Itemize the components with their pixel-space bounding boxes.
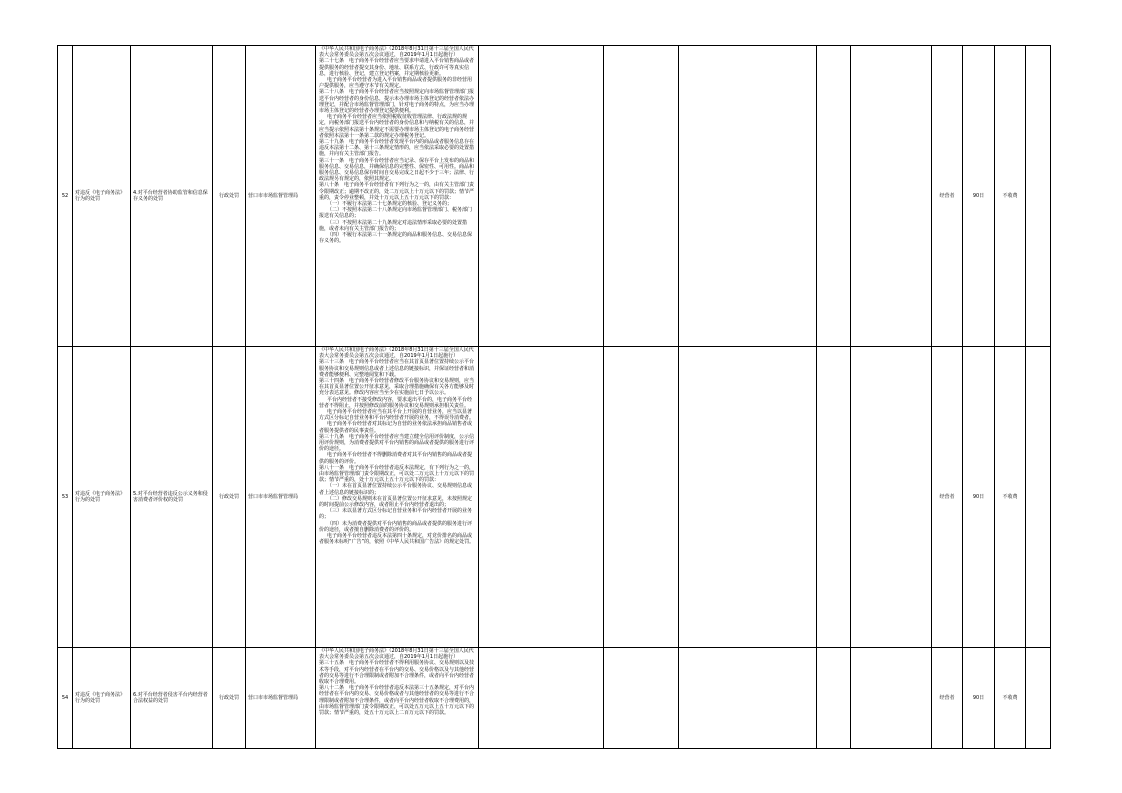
table-row — [58, 648, 1051, 749]
subject-cell: 经营者 — [932, 648, 963, 749]
empty-cell — [851, 46, 932, 347]
dept-cell: 营口市市场监督管理局 — [246, 648, 316, 749]
basis-paragraph: 第三十四条 电子商务平台经营者修改平台服务协议和交易规则，应当在其首页显著位置公开征求意见，采取合理措施确保有关各方能够及时充分表达意见。修改内容应当至少在实施前七日予以公示。 — [319, 378, 475, 397]
basis-paragraph: 第八十一条 电子商务平台经营者违反本法规定，有下列行为之一的，由市场监督管理部门责令限期改正，可以处二万元以上十万元以下的罚款；情节严重的，处十万元以上五十万元以下的罚款： — [319, 464, 475, 484]
period-cell: 90日 — [963, 347, 995, 648]
basis-paragraph: 第三十三条 电子商务平台经营者应当在其首页显著位置持续公示平台服务协议和交易规则信息或者上述信息的链接标识，并保证经营者和消费者能够便利、完整地阅览和下载。 — [319, 359, 475, 378]
basis-paragraph: 《中华人民共和国电子商务法》（2018年8月31日第十三届全国人民代表大会常务委员会第五次会议通过，自2019年1月1日起施行） — [319, 46, 474, 59]
basis-paragraph: （四）未为消费者提供对平台内销售的商品或者提供的服务进行评价的途径，或者擅自删除消费者的评价的。 — [319, 520, 473, 533]
basis-paragraph: 第三十九条 电子商务平台经营者应当建立健全信用评价制度，公示信用评价规则，为消费者提供对平台内销售的商品或者提供的服务进行评价的途径。 — [319, 433, 475, 453]
legal-basis-cell — [316, 648, 479, 749]
row-index: 54 — [58, 648, 73, 749]
type-cell: 行政处罚 — [213, 347, 246, 648]
fee-cell: 不收费 — [995, 347, 1026, 648]
basis-paragraph: （三）未以显著方式区分标记自营业务和平台内经营者开展的业务的； — [319, 508, 473, 521]
subject-cell: 经营者 — [932, 347, 963, 648]
item-cell: 4.对平台经营者协助监管和信息保存义务的处罚 — [131, 46, 213, 347]
basis-paragraph: 《中华人民共和国电子商务法》（2018年8月31日第十三届全国人民代表大会常务委员会第五次会议通过，自2019年1月1日起施行） — [319, 347, 474, 360]
empty-cell — [817, 648, 851, 749]
dept-cell: 营口市市场监督管理局 — [246, 347, 316, 648]
legal-basis-cell — [316, 46, 479, 347]
empty-cell — [817, 46, 851, 347]
empty-cell — [817, 347, 851, 648]
permission-list-table — [57, 45, 1051, 749]
empty-cell — [604, 46, 679, 347]
type-cell: 行政处罚 — [213, 46, 246, 347]
table-row — [58, 347, 1051, 648]
legal-basis-cell — [316, 347, 479, 648]
fee-cell: 不收费 — [995, 648, 1026, 749]
subject-cell: 经营者 — [932, 46, 963, 347]
basis-paragraph: （一）未在首页显著位置持续公示平台服务协议、交易规则信息或者上述信息的链接标识的； — [319, 483, 473, 496]
basis-paragraph: 第八十二条 电子商务平台经营者违反本法第三十五条规定，对平台内经营者在平台内的交易、交易价格或者与其他经营者的交易等进行不合理限制或者附加不合理条件，或者向平台内经营者收取不合理费用的，由市场监督管理部门责令限期改正，可以处五万元以上五十万元以下的罚款；情节严重的，处五十万元以上二百万元以下的罚款。 — [319, 685, 475, 717]
item-cell: 5.对平台经营者违反公示义务和侵害消费者评价权的处罚 — [131, 347, 213, 648]
basis-paragraph: 第二十八条 电子商务平台经营者应当按照规定向市场监督管理部门报送平台内经营者的身份信息，提示未办理市场主体登记的经营者依法办理登记，并配合市场监督管理部门，针对电子商务的特点，为应当办理市场主体登记的经营者办理登记提供便利。 — [319, 89, 475, 115]
category-cell: 对违反《电子商务法》行为的处罚 — [73, 347, 131, 648]
empty-cell — [1026, 648, 1051, 749]
basis-paragraph: （四）不履行本法第三十一条规定的商品和服务信息、交易信息保存义务的。 — [319, 232, 473, 245]
basis-paragraph: 平台内经营者不接受修改内容，要求退出平台的，电子商务平台经营者不得阻止，并按照修改前的服务协议和交易规则承担相关责任。 — [319, 396, 473, 409]
basis-paragraph: （二）不按照本法第二十八条规定向市场监督管理部门、税务部门报送有关信息的； — [319, 207, 473, 220]
fee-cell: 不收费 — [995, 46, 1026, 347]
basis-paragraph: 电子商务平台经营者不得删除消费者对其平台内销售的商品或者提供的服务的评价。 — [319, 452, 473, 465]
empty-cell — [604, 648, 679, 749]
row-index: 53 — [58, 347, 73, 648]
basis-paragraph: （一）不履行本法第二十七条规定的核验、登记义务的； — [327, 201, 453, 208]
basis-paragraph: 第三十一条 电子商务平台经营者应当记录、保存平台上发布的商品和服务信息、交易信息，并确保信息的完整性、保密性、可用性。商品和服务信息、交易信息保存时间自交易完成之日起不少于三年；法律、行政法规另有规定的，依照其规定。 — [319, 157, 475, 183]
empty-cell — [479, 46, 604, 347]
empty-cell — [679, 648, 817, 749]
basis-paragraph: （二）修改交易规则未在首页显著位置公开征求意见，未按照规定的时间提前公示修改内容，或者阻止平台内经营者退出的； — [319, 495, 473, 509]
basis-paragraph: 电子商务平台经营者违反本法第四十条规定，对竞价排名的商品或者服务未标明“广告”的，依照《中华人民共和国广告法》的规定处罚。 — [319, 533, 475, 546]
empty-cell — [851, 347, 932, 648]
type-cell: 行政处罚 — [213, 648, 246, 749]
category-cell: 对违反《电子商务法》行为的处罚 — [73, 648, 131, 749]
empty-cell — [1026, 46, 1051, 347]
category-cell: 对违反《电子商务法》行为的处罚 — [73, 46, 131, 347]
period-cell: 90日 — [963, 46, 995, 347]
empty-cell — [604, 347, 679, 648]
dept-cell: 营口市市场监督管理局 — [246, 46, 316, 347]
basis-paragraph: 电子商务平台经营者应当在其平台上开展的自营业务，应当以显著方式区分标记自营业务和平台内经营者开展的业务，不得误导消费者。 — [319, 409, 475, 422]
empty-cell — [479, 648, 604, 749]
basis-paragraph: 第二十七条 电子商务平台经营者应当要求申请进入平台销售商品或者提供服务的经营者提交其身份、地址、联系方式、行政许可等真实信息，进行核验、登记，建立登记档案，并定期核验更新。 — [319, 58, 475, 77]
table-row — [58, 46, 1051, 347]
basis-paragraph: （三）不按照本法第二十九条规定对违法情形采取必要的处置措施，或者未向有关主管部门报告的； — [319, 219, 468, 232]
item-cell: 6.对平台经营者侵害平台内经营者合法权益的处罚 — [131, 648, 213, 749]
empty-cell — [1026, 347, 1051, 648]
basis-paragraph: 《中华人民共和国电子商务法》（2018年8月31日第十三届全国人民代表大会常务委员会第五次会议通过，自2019年1月1日起施行） — [319, 648, 474, 661]
period-cell: 90日 — [963, 648, 995, 749]
row-index: 52 — [58, 46, 73, 347]
basis-paragraph: 第三十五条 电子商务平台经营者不得利用服务协议、交易规则以及技术等手段，对平台内经营者在平台内的交易、交易价格以及与其他经营者的交易等进行不合理限制或者附加不合理条件，或者向平台内经营者收取不合理费用。 — [319, 660, 475, 686]
empty-cell — [679, 347, 817, 648]
basis-paragraph: 电子商务平台经营者为进入平台销售商品或者提供服务的非经营用户提供服务，应当遵守本节有关规定。 — [319, 77, 473, 90]
basis-paragraph: 第二十九条 电子商务平台经营者发现平台内的商品或者服务信息存在违反本法第十二条、第十三条规定情形的，应当依法采取必要的处置措施，并向有关主管部门报告。 — [319, 139, 475, 158]
empty-cell — [679, 46, 817, 347]
basis-paragraph: 第八十条 电子商务平台经营者有下列行为之一的，由有关主管部门责令限期改正；逾期不改正的，处二万元以上十万元以下的罚款；情节严重的，责令停业整顿，并处十万元以上五十万元以下的罚款： — [319, 182, 475, 201]
basis-paragraph: 电子商务平台经营者应当依照税收征收管理法律、行政法规的规定，向税务部门报送平台内经营者的身份信息和与纳税有关的信息，并应当提示依照本法第十条规定不需要办理市场主体登记的电子商务经营者依照本法第十一条第二款的规定办理税务登记。 — [319, 114, 475, 139]
empty-cell — [479, 347, 604, 648]
empty-cell — [851, 648, 932, 749]
basis-paragraph: 电子商务平台经营者对其标记为自营的业务依法承担商品销售者或者服务提供者的民事责任。 — [319, 421, 473, 434]
